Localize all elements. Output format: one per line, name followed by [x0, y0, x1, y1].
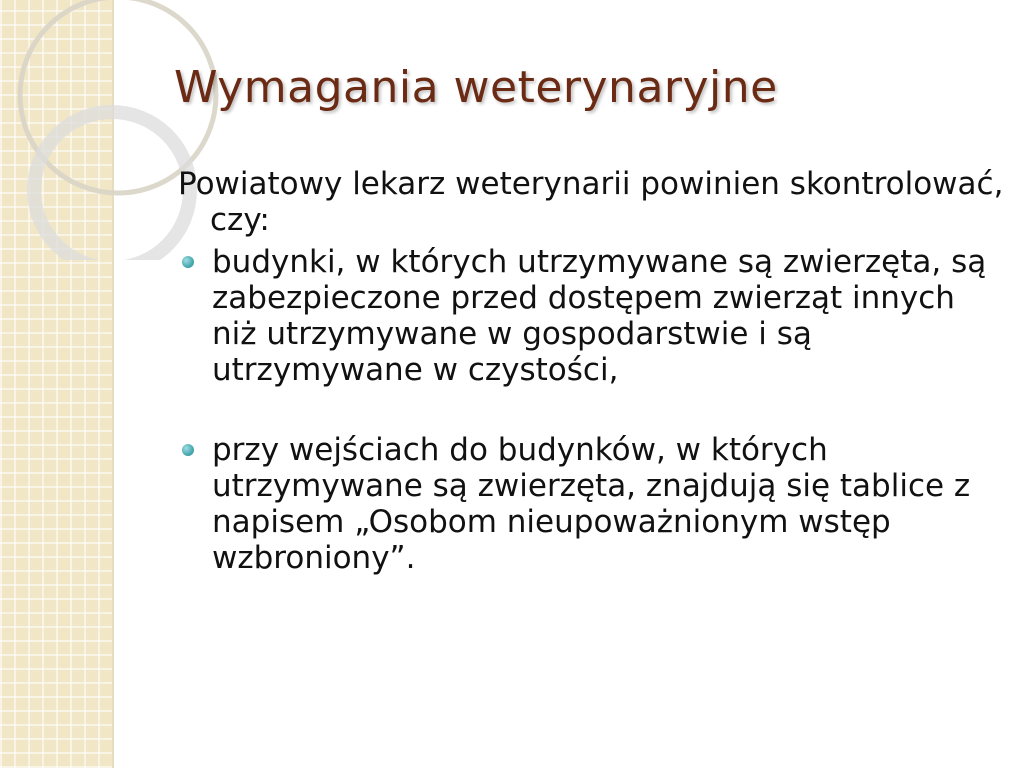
slide-title: Wymagania weterynaryjne [174, 62, 778, 113]
intro-text: Powiatowy lekarz weterynarii powinien skontrolować, czy: [178, 166, 1004, 238]
bullet-list [178, 244, 1008, 576]
bullet-dot-icon [182, 444, 194, 456]
slide-body [178, 166, 1008, 576]
bullet-item [178, 244, 1008, 388]
bullet-dot-icon [182, 256, 194, 268]
bullet-item [178, 432, 1008, 576]
bullet-text: przy wejściach do budynków, w których utrzymywane są zwierzęta, znajdują się tablice z napisem „Osobom nieupoważnionym wstęp wzbroniony”. [212, 432, 971, 576]
decor-circle-small [34, 112, 190, 260]
bullet-text: budynki, w których utrzymywane są zwierzęta, są zabezpieczone przed dostępem zwierząt innych niż utrzymywane w gospodarstwie i są utrzymywane w czystości, [212, 244, 987, 388]
